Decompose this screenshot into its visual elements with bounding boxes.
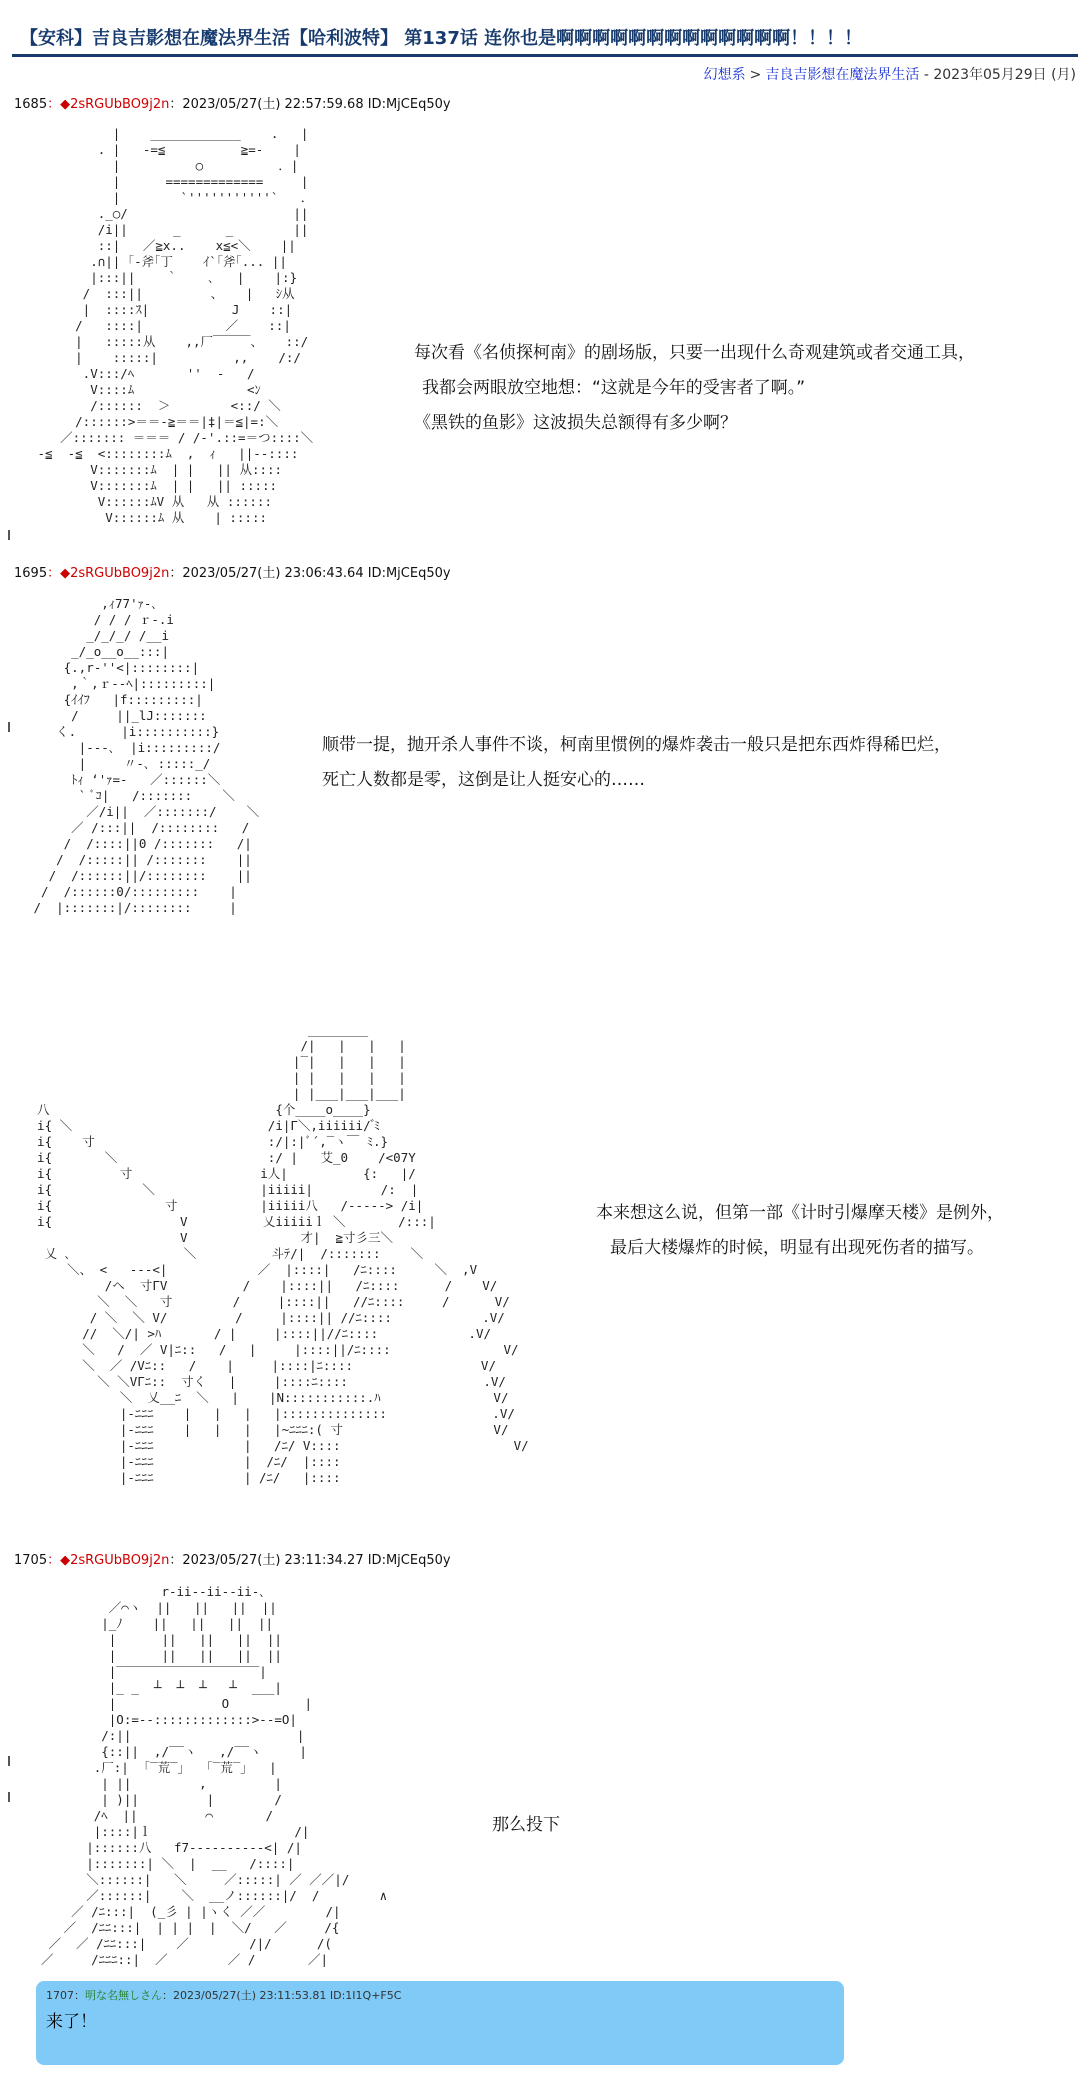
post-meta: ：2023/05/27(土) 22:57:59.68 ID:MjCEq50y [169, 97, 451, 112]
breadcrumb-category-link[interactable]: 幻想系 [703, 67, 746, 83]
post-caption [322, 728, 951, 798]
post-name: ：◆2sRGUbBO9j2n [47, 97, 170, 112]
caption-line: 我都会两眼放空地想：“这就是今年的受害者了啊。” [422, 378, 806, 398]
reply-name: 明な名無しさん [85, 1989, 162, 2002]
title-bar [12, 18, 1078, 57]
caption-line: 死亡人数都是零，这倒是让人挺安心的…… [322, 770, 645, 790]
caption-line: 那么投下 [492, 1815, 560, 1835]
post-name: ：◆2sRGUbBO9j2n [47, 1553, 170, 1568]
ascii-art-1695: ,ｨ77'ｧ-､ / / / ｒ-.i _/_/_/ /__i _/_o__o__:::| {.,r-''<|::::::::| ,｀,ｒ--ﾍ|:::::::::| {ｲｲﾌ |f:::::::::| / ||_lJ::::::: く. |i::::::::::} |---､ |i:::::::::/ | 〃-､ :::::_/ ﾄｨ ‘'ｧ=- ／::::::＼ ` ﾞｺ| /::::::: ＼ ／/i|| ／:::::::/ ＼ ／ /:::|| /:::::::: / / /::::||0 /::::::: /| / /:::::|| /::::::: || / /::::::||/:::::::: || / /::::::0/::::::::: | / |:::::::|/:::::::: | [33, 596, 260, 915]
post-caption [596, 1196, 1004, 1266]
post-meta: ：2023/05/27(土) 23:11:34.27 ID:MjCEq50y [169, 1553, 451, 1568]
margin-mark [8, 530, 10, 540]
reply-meta: ：2023/05/27(土) 23:11:53.81 ID:1I1Q+F5C [162, 1989, 402, 2002]
breadcrumb-date: - 2023年05月29日 (月) [923, 67, 1076, 83]
caption-line: 顺带一提，抛开杀人事件不谈，柯南里惯例的爆炸袭击一般只是把东西炸得稀巴烂， [322, 735, 951, 755]
reply-header [46, 1987, 401, 2003]
caption-line: 《黑铁的鱼影》这波损失总额得有多少啊？ [414, 413, 737, 433]
ascii-art-1695-continued: ________ /| | | | |‾| | | | | | | | | | |___|___|___| 八 {个____o____} i{ ＼ /i|Γ＼,iiiiii/ ゙ﾐ i{ 寸 :/|:|ﾞ´,‾ヽ￣ ﾐ.} i{ ＼ :/ | 艾_0 /<07Y i{ 寸 i人| {: |/ i{ ＼ |iiiii| /: | i{ 寸 |iiiii八 /-----> /i| i{ V 乂iiiiiｌ ＼ /:::| V 才| ≧寸彡三＼ 乂 ､ ＼ 斗ﾃ/| /::::::: ＼ ＼、 < ---<| ／ |::::| /ﾆ:::: ＼ ,V /ヘ 寸ΓV / |::::|| /ﾆ:::: / V/ ＼ ＼ 寸 / |::::|| //ﾆ:::: / V/ / ＼ ＼ V/ / |::::|| //ﾆ:::: .V/ // ＼/| >ﾊ / | |::::||//ﾆ:::: .V/ ＼ / ／ V|ﾆ:: / | |::::||/ﾆ:::: V/ ＼ ／ /Vﾆ:: / | |::::|ﾆ:::: V/ ＼ ＼VΓﾆ:: 寸く | |::::ﾆ:::: .V/ ＼ 乂__ﾆ ＼ | |N:::::::::::.ﾊ V/ |-ﾆﾆﾆ | | | |:::::::::::::: .V/ |-ﾆﾆﾆ | | | |~ﾆﾆﾆ:( 寸 V/ |-ﾆﾆﾆ | /ﾆ/ V:::: V/ |-ﾆﾆﾆ | /ﾆ/ |:::: |-ﾆﾆﾆ | /ﾆ/ |:::: [37, 1022, 529, 1485]
caption-line: 每次看《名侦探柯南》的剧场版，只要一出现什么奇观建筑或者交通工具， [414, 343, 975, 363]
breadcrumb [704, 64, 1076, 84]
margin-mark [8, 1792, 10, 1802]
ascii-art-1685: | ____________ . | . | -=≦ ≧=- | | ○ ．| | ============= | | `'''''''''''` ． ._○/ || /i|| _ _ || ::| ／≧x.. x≦<＼ || .∩|| ｢‐斧｢丁 ｲ`｢斧｢... || |:::|| ｀ ､ | |:} / :::|| 、 | ｼ从 | ::::ｽ| J ::| / ::::| ／ ::| | :::::从 ,,厂￣￣￣、 ::/ | :::::| ,, /:/ .V:::/ﾍ '' ‐ / V::::ﾑ <ﾝ /:::::: ＞ <::/ ＼ /::::::>＝＝-≧＝＝|‡|＝≦|=:＼ ／::::::: ＝＝＝ / /‐'.::=＝つ::::＼ -≦ -≦ <::::::::ﾑ , ｨ ||-‐:::: V:::::::ﾑ | | || 从:::: V:::::::ﾑ | | || ::::: V::::::ﾑV 从 从 :::::: V::::::ﾑ 从 | ::::: [37, 126, 314, 525]
post-caption [414, 336, 975, 441]
post-name: ：◆2sRGUbBO9j2n [47, 566, 170, 581]
post-meta: ：2023/05/27(土) 23:06:43.64 ID:MjCEq50y [169, 566, 451, 581]
reply-box [36, 1981, 844, 2065]
post-header [14, 1549, 451, 1568]
ascii-art-1705: r‐ii‐‐ii‐‐ii‐､ ／⌒ヽ || || || || |_ﾉ || || || || | || || || || | || || || || |‾‾‾‾‾‾‾‾‾‾‾‾‾‾‾‾‾‾‾| |_ _ ┴ ┴ ┴ ┴ ___| | O | |O:=--:::::::::::::>--=O| /:|| | {::|| ,/‾‾ヽ ,/‾‾ヽ | .厂:| ｢‾荒‾｣ ｢‾荒‾｣ | | || , | | )|| | / /ﾍ || ⌒ / |::::|ｌ /| |::::::八 f7----------<| /| |:::::::| ＼ | __ /::::| ＼::::::| ＼ ／:::::| ／ ／／|/ ／::::::| ＼ __ノ::::::|/ / ∧ ／ /ﾆ:::| (_彡 | |ヽく ／／ /| ／ /ﾆﾆ:::| | | | | ＼/ ／ /{ ／ ／ /ﾆﾆ:::| ／ /|/ /( ／ /ﾆﾆﾆ::| ／ ／ / ／| [41, 1584, 388, 1967]
margin-mark [8, 722, 10, 732]
breadcrumb-series-link[interactable]: 吉良吉影想在魔法界生活 [765, 67, 920, 83]
page-title: 【安科】吉良吉影想在魔法界生活【哈利波特】 第137话 连你也是啊啊啊啊啊啊啊啊啊啊啊啊啊！！！！ [20, 28, 863, 49]
reply-body: 来了！ [46, 2012, 97, 2032]
post-caption [492, 1808, 560, 1843]
post-header [14, 562, 451, 581]
reply-number[interactable]: 1707： [46, 1989, 85, 2002]
post-number[interactable]: 1695 [14, 566, 48, 581]
caption-line: 最后大楼爆炸的时候，明显有出现死伤者的描写。 [610, 1238, 984, 1258]
post-header [14, 93, 451, 112]
caption-line: 本来想这么说，但第一部《计时引爆摩天楼》是例外， [596, 1203, 1004, 1223]
breadcrumb-separator: > [749, 67, 762, 83]
margin-mark [8, 1756, 10, 1766]
post-number[interactable]: 1705 [14, 1553, 48, 1568]
post-number[interactable]: 1685 [14, 97, 48, 112]
